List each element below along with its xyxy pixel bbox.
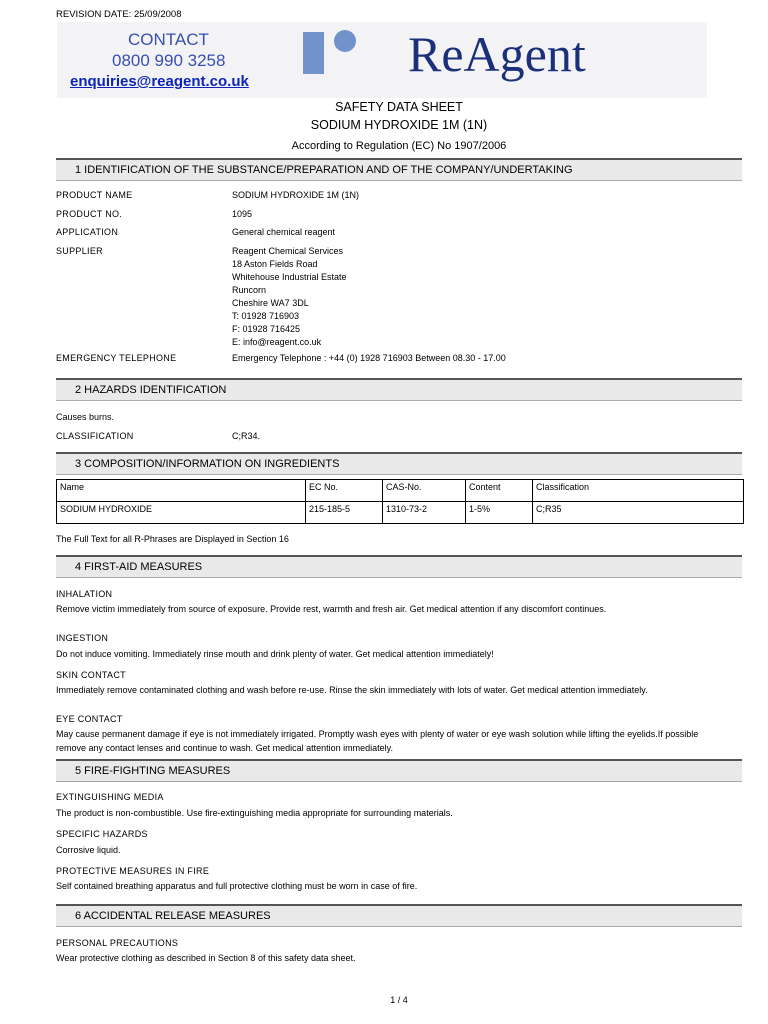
product-no-value: 1095: [232, 209, 253, 219]
column-header-cas-no: CAS-No.: [383, 480, 466, 502]
supplier-address: Reagent Chemical Services 18 Aston Fields Road Whitehouse Industrial Estate Runcorn Cheshire WA7 3DL T: 01928 716903 F: 01928 716425 E: info@reagent.co.uk: [232, 246, 347, 347]
section-2-header: 2 HAZARDS IDENTIFICATION: [56, 378, 742, 401]
specific-hazards-text: Corrosive liquid.: [56, 845, 121, 855]
regulation-reference: According to Regulation (EC) No 1907/2006: [291, 140, 507, 152]
section-3-header: 3 COMPOSITION/INFORMATION ON INGREDIENTS: [56, 452, 742, 475]
contact-email-link[interactable]: enquiries@reagent.co.uk: [70, 73, 249, 90]
emergency-telephone-label: EMERGENCY TELEPHONE: [56, 353, 177, 363]
inhalation-text: Remove victim immediately from source of exposure. Provide rest, warmth and fresh air. Get medical attention if any discomfort continues.: [56, 604, 607, 614]
personal-precautions-text: Wear protective clothing as described in Section 8 of this safety data sheet.: [56, 953, 356, 963]
section-5-header: 5 FIRE-FIGHTING MEASURES: [56, 759, 742, 782]
r-phrases-note: The Full Text for all R-Phrases are Displayed in Section 16: [56, 534, 289, 544]
supplier-label: SUPPLIER: [56, 246, 103, 256]
product-name-label: PRODUCT NAME: [56, 190, 133, 200]
classification-label: CLASSIFICATION: [56, 431, 134, 441]
column-header-name: Name: [57, 480, 306, 502]
section-4-header: 4 FIRST-AID MEASURES: [56, 555, 742, 578]
table-row: [57, 502, 744, 524]
ingestion-label: INGESTION: [56, 633, 109, 643]
protective-measures-text: Self contained breathing apparatus and full protective clothing must be worn in case of fire.: [56, 881, 418, 891]
section-6-header: 6 ACCIDENTAL RELEASE MEASURES: [56, 904, 742, 927]
reagent-logo-icon: [303, 30, 363, 74]
classification-value: C;R34.: [232, 431, 261, 441]
skin-contact-text: Immediately remove contaminated clothing and wash before re-use. Rinse the skin immediately with lots of water. Get medical attention immediately.: [56, 685, 648, 695]
personal-precautions-label: PERSONAL PRECAUTIONS: [56, 938, 179, 948]
cell-name: SODIUM HYDROXIDE: [57, 502, 306, 524]
extinguishing-media-label: EXTINGUISHING MEDIA: [56, 792, 164, 802]
column-header-content: Content: [466, 480, 533, 502]
protective-measures-label: PROTECTIVE MEASURES IN FIRE: [56, 866, 210, 876]
skin-contact-label: SKIN CONTACT: [56, 670, 126, 680]
eye-contact-text: May cause permanent damage if eye is not immediately irrigated. Promptly wash eyes with plenty of water or eye wash solution while lifting the eyelids.If possible remove any contact lenses and continue to wash. Get medical attention immediately.: [56, 729, 699, 753]
product-no-label: PRODUCT NO.: [56, 209, 123, 219]
column-header-ec-no: EC No.: [306, 480, 383, 502]
hazard-statement: Causes burns.: [56, 412, 115, 422]
specific-hazards-label: SPECIFIC HAZARDS: [56, 829, 148, 839]
extinguishing-media-text: The product is non-combustible. Use fire-extinguishing media appropriate for surrounding materials.: [56, 808, 453, 818]
cell-content: 1-5%: [466, 502, 533, 524]
emergency-telephone-value: Emergency Telephone : +44 (0) 1928 716903 Between 08.30 - 17.00: [232, 353, 506, 363]
page-number: 1 / 4: [390, 995, 408, 1005]
column-header-classification: Classification: [533, 480, 744, 502]
eye-contact-label: EYE CONTACT: [56, 714, 123, 724]
section-1-header: 1 IDENTIFICATION OF THE SUBSTANCE/PREPARATION AND OF THE COMPANY/UNDERTAKING: [56, 158, 742, 181]
ingestion-text: Do not induce vomiting. Immediately rinse mouth and drink plenty of water. Get medical attention immediately!: [56, 649, 494, 659]
revision-date: REVISION DATE: 25/09/2008: [56, 9, 182, 20]
cell-classification: C;R35: [533, 502, 744, 524]
application-value: General chemical reagent: [232, 227, 336, 237]
document-title: SAFETY DATA SHEET: [335, 100, 463, 114]
inhalation-label: INHALATION: [56, 589, 113, 599]
contact-label: CONTACT: [128, 30, 209, 49]
reagent-logo-text: ReAgent: [408, 26, 586, 82]
cell-cas-no: 1310-73-2: [383, 502, 466, 524]
cell-ec-no: 215-185-5: [306, 502, 383, 524]
table-header-row: [57, 480, 744, 502]
product-name-value: SODIUM HYDROXIDE 1M (1N): [232, 190, 360, 200]
contact-phone: 0800 990 3258: [112, 51, 226, 70]
document-subtitle: SODIUM HYDROXIDE 1M (1N): [310, 118, 488, 132]
application-label: APPLICATION: [56, 227, 119, 237]
composition-table: [56, 479, 744, 524]
